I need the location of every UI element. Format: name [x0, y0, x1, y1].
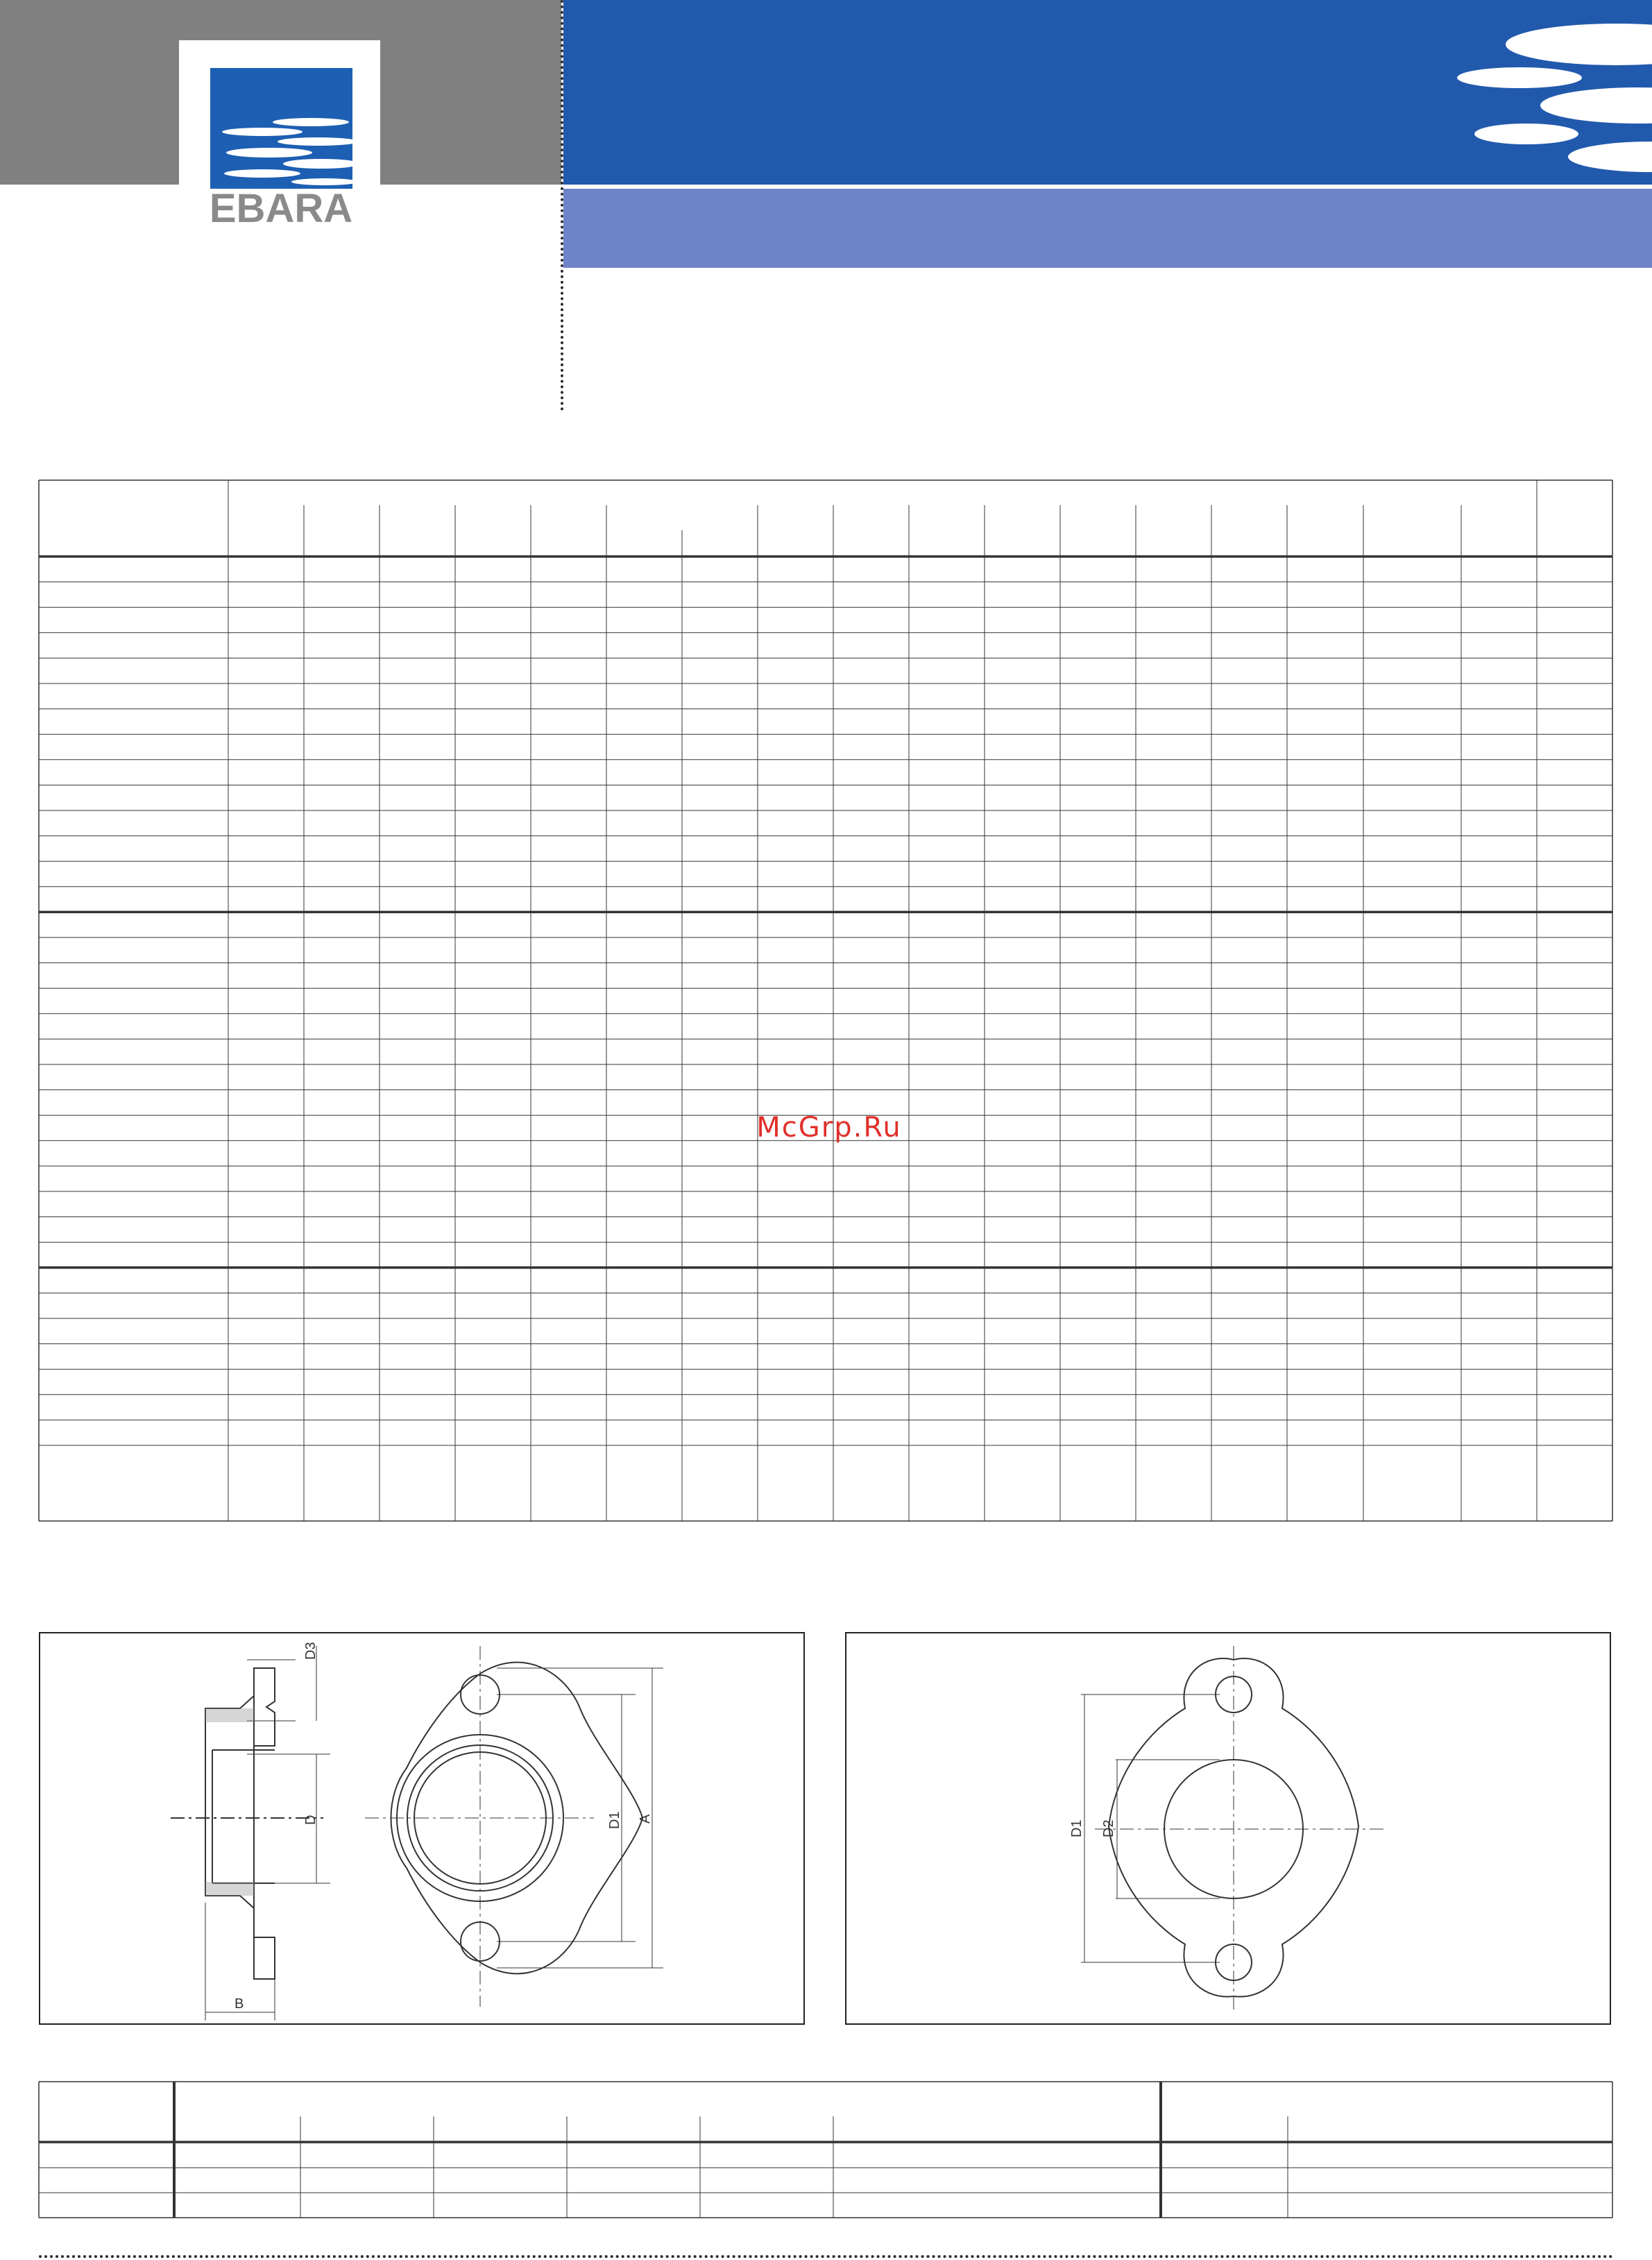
watermark: McGrp.Ru — [756, 1112, 902, 1144]
bottom-dotted-line — [39, 2255, 1614, 2258]
logo-wordmark: EBARA — [209, 186, 353, 231]
gasket-dim-label-d1: D1 — [1069, 1819, 1084, 1837]
dim-label-a: A — [638, 1814, 653, 1824]
dim-label-d1: D1 — [607, 1811, 622, 1829]
dim-label-b: B — [235, 1996, 244, 2012]
dim-label-d3: D3 — [303, 1642, 318, 1660]
dim-label-d: D — [303, 1815, 318, 1825]
gasket-dim-label-d2: D2 — [1101, 1819, 1116, 1837]
